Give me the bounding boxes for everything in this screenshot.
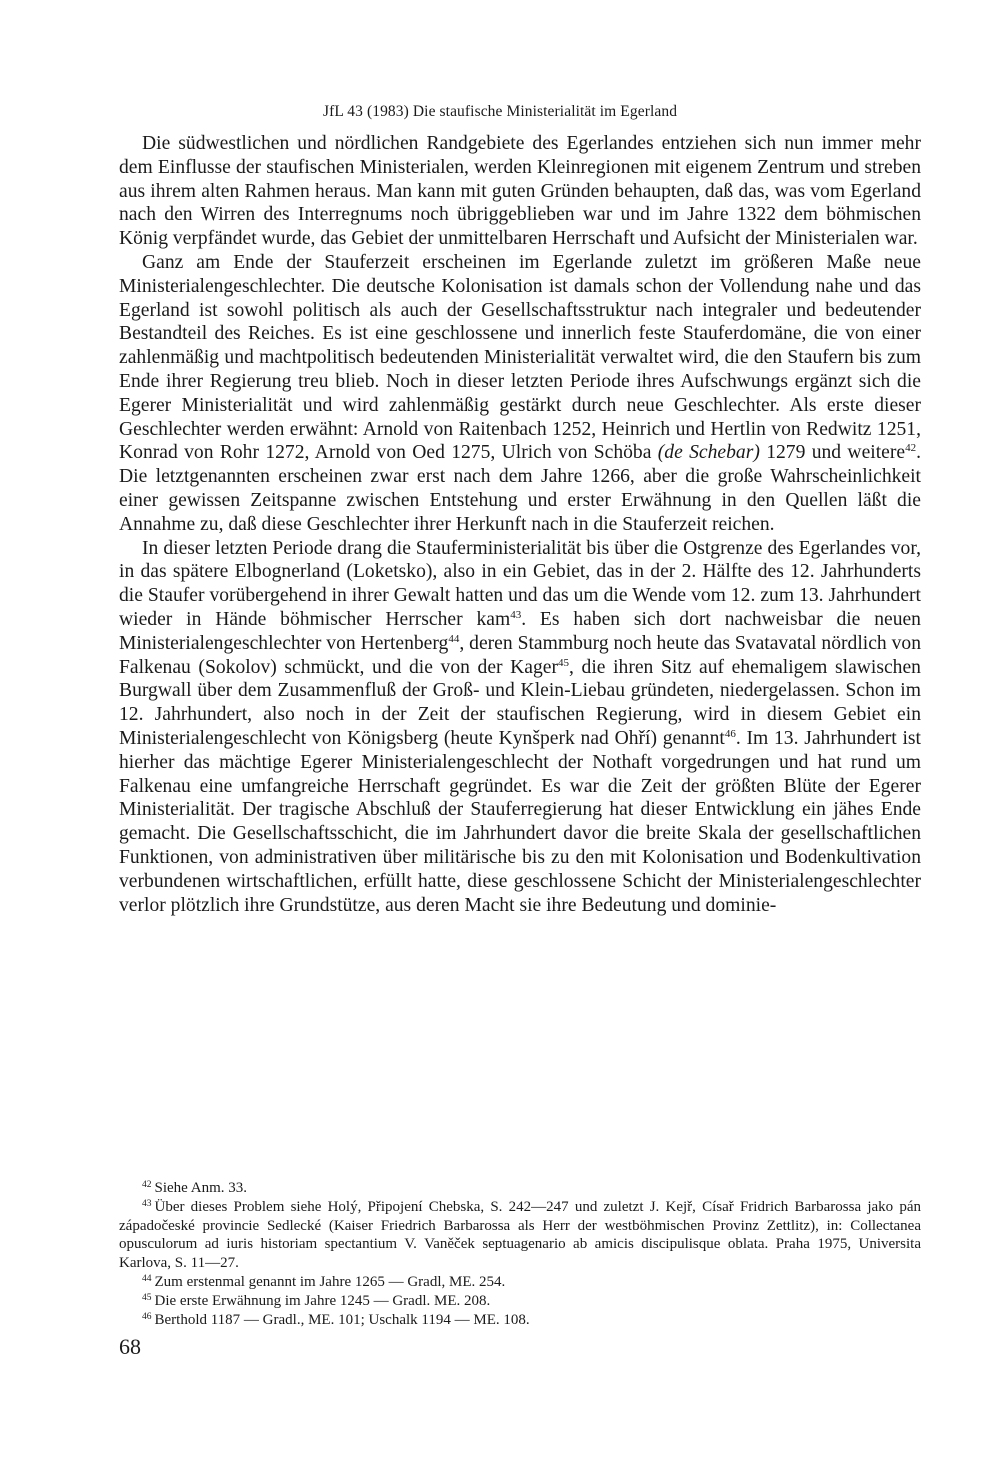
running-head: JfL 43 (1983) Die staufische Ministerialität im Egerland bbox=[322, 103, 678, 120]
footnote-text: Siehe Anm. 33. bbox=[154, 1180, 247, 1196]
footnote-42 bbox=[119, 1179, 921, 1198]
footnote-number: 46 bbox=[142, 1311, 152, 1322]
paragraph-2-text-c: . Die letztgenannten erscheinen zwar erst nach dem Jahre 1266, aber die große Wahrscheinlichkeit einer gewissen Zeitspanne zwischen Entstehung und erster Erwähnung in den Quellen läßt die Annahme zu, daß diese Geschlechter ihrer Herkunft nach in die Stauferzeit reichen. bbox=[119, 442, 921, 535]
paragraph-3-text-a: In dieser letzten Periode drang die Stauferministerialität bis über die Ostgrenze des Egerlandes vor, in das spätere Elbognerland (Loketsko), also in ein Gebiet, das in der 2. Hälfte des 12. Jahrhunderts die Staufer vorübergehend in ihrer Gewalt hatten und das um die Wende vom 12. zum 13. Jahrhundert wieder in Hände böhmischer Herrscher kam bbox=[119, 537, 921, 630]
footnote-ref-45: 45 bbox=[558, 656, 570, 669]
page-number: 68 bbox=[119, 1334, 141, 1359]
footnotes bbox=[119, 1179, 921, 1329]
paragraph-3-text-b: . Es haben sich dort nachweisbar die neuen Ministerialengeschlechter von Hertenberg bbox=[119, 608, 921, 654]
paragraph-2-latin-name: (de Schebar) bbox=[657, 442, 760, 464]
footnote-text: Berthold 1187 — Gradl., ME. 101; Uschalk 1194 — ME. 108. bbox=[154, 1311, 530, 1328]
footnote-45 bbox=[119, 1292, 921, 1311]
paragraph-1: Die südwestlichen und nördlichen Randgebiete des Egerlandes entziehen sich nun immer mehr dem Einflusse der staufischen Ministerialen, werden Kleinregionen mit eigenem Zentrum und streben aus ihrem alten Rahmen heraus. Man kann mit guten Gründen behaupten, daß das, was vom Egerland nach den Wirren des Interregnums noch übriggeblieben war und im Jahre 1322 dem böhmischen König verpfändet wurde, das Gebiet der unmittelbaren Herrschaft und Aufsicht der Ministerialen war. bbox=[119, 133, 921, 250]
footnote-ref-44: 44 bbox=[448, 632, 460, 645]
footnote-44 bbox=[119, 1273, 921, 1292]
paragraph-3-text-e: . Im 13. Jahrhundert ist hierher das mächtige Egerer Ministerialengeschlecht der Nothaft vorgedrungen und hat rund um Falkenau eine umfangreiche Herrschaft gegründet. Es war die Zeit der größten Blüte der Egerer Ministerialität. Der tragische Abschluß der Stauferregierung hat dieser Entwicklung ein jähes Ende gemacht. Die Gesellschaftsschicht, die im Jahrhundert davor die breite Skala der gesellschaftlichen Funktionen, von administrativen über militärische bis zu den mit Kolonisation und Bodenkultivation verbundenen wirtschaftlichen, erfüllt hatte, diese geschlossene Schicht der Ministerialengeschlechter verlor plötzlich ihre Grundstütze, aus deren Macht sie ihre Bedeutung und dominie- bbox=[119, 727, 921, 916]
paragraph-2 bbox=[119, 251, 921, 537]
footnote-46 bbox=[119, 1311, 921, 1330]
paragraph-3-text-d: , die ihren Sitz auf ehemaligem slawischen Burgwall über dem Zusammenfluß der Groß- und Klein-Liebau gründeten, niedergelassen. Schon im 12. Jahrhundert, also noch in der Zeit der staufischen Regierung, wird in diesem Gebiet ein Ministerialengeschlecht von Königsberg (heute Kynšperk nad Ohří) genannt bbox=[119, 656, 921, 749]
paragraph-3-text-c: , deren Stammburg noch heute das Svatavatal nördlich von Falkenau (Sokolov) schmückt, und die von der Kager bbox=[119, 632, 921, 678]
footnote-text: Die erste Erwähnung im Jahre 1245 — Gradl. ME. 208. bbox=[154, 1292, 491, 1309]
footnote-ref-42: 42 bbox=[905, 442, 917, 455]
paragraph-2-text-a: Ganz am Ende der Stauferzeit erscheinen im Egerlande zuletzt im größeren Maße neue Ministerialengeschlechter. Die deutsche Kolonisation ist damals schon der Vollendung nahe und das Egerland ist sowohl politisch als auch der Gesellschaftsstruktur nach integraler und bedeutender Bestandteil des Reiches. Es ist eine geschlossene und innerlich feste Stauferdomäne, die von einer zahlenmäßig und machtpolitisch bedeutenden Ministerialität verwaltet wird, die den Staufern bis zum Ende ihrer Regierung treu blieb. Noch in dieser letzten Periode ihres Aufschwungs ergänzt sich die Egerer Ministerialität und wird zahlenmäßig gestärkt durch neue Geschlechter. Als erste dieser Geschlechter werden erwähnt: Arnold von Raitenbach 1252, Heinrich und Hertlin von Redwitz 1251, Konrad von Rohr 1272, Arnold von Oed 1275, Ulrich von Schöba bbox=[119, 251, 921, 464]
footnote-number: 45 bbox=[142, 1292, 152, 1303]
footnote-ref-46: 46 bbox=[724, 727, 736, 740]
footnote-43 bbox=[119, 1198, 921, 1273]
footnote-ref-43: 43 bbox=[510, 608, 522, 621]
footnote-text: Über dieses Problem siehe Holý, Připojení Chebska, S. 242—247 und zuletzt J. Kejř, Císař Fridrich Barbarossa jako pán západočeské provincie Sedlecké (Kaiser Friedrich Barbarossa als Herr der westböhmischen Provinz Zettlitz), in: Collectanea opusculorum ad iuris historiam spectantium V. Vaněček septuagenario ab amicis discipulisque oblata. Praha 1975, Universita Karlova, S. 11—27. bbox=[119, 1198, 921, 1272]
footnote-text: Zum erstenmal genannt im Jahre 1265 — Gradl, ME. 254. bbox=[154, 1273, 506, 1290]
paragraph-3 bbox=[119, 537, 921, 918]
main-text bbox=[119, 132, 921, 917]
paragraph-2-text-b: 1279 und weitere bbox=[759, 442, 906, 464]
footnote-number: 44 bbox=[142, 1273, 152, 1284]
footnote-number: 43 bbox=[142, 1198, 152, 1209]
footnote-number: 42 bbox=[142, 1180, 152, 1190]
